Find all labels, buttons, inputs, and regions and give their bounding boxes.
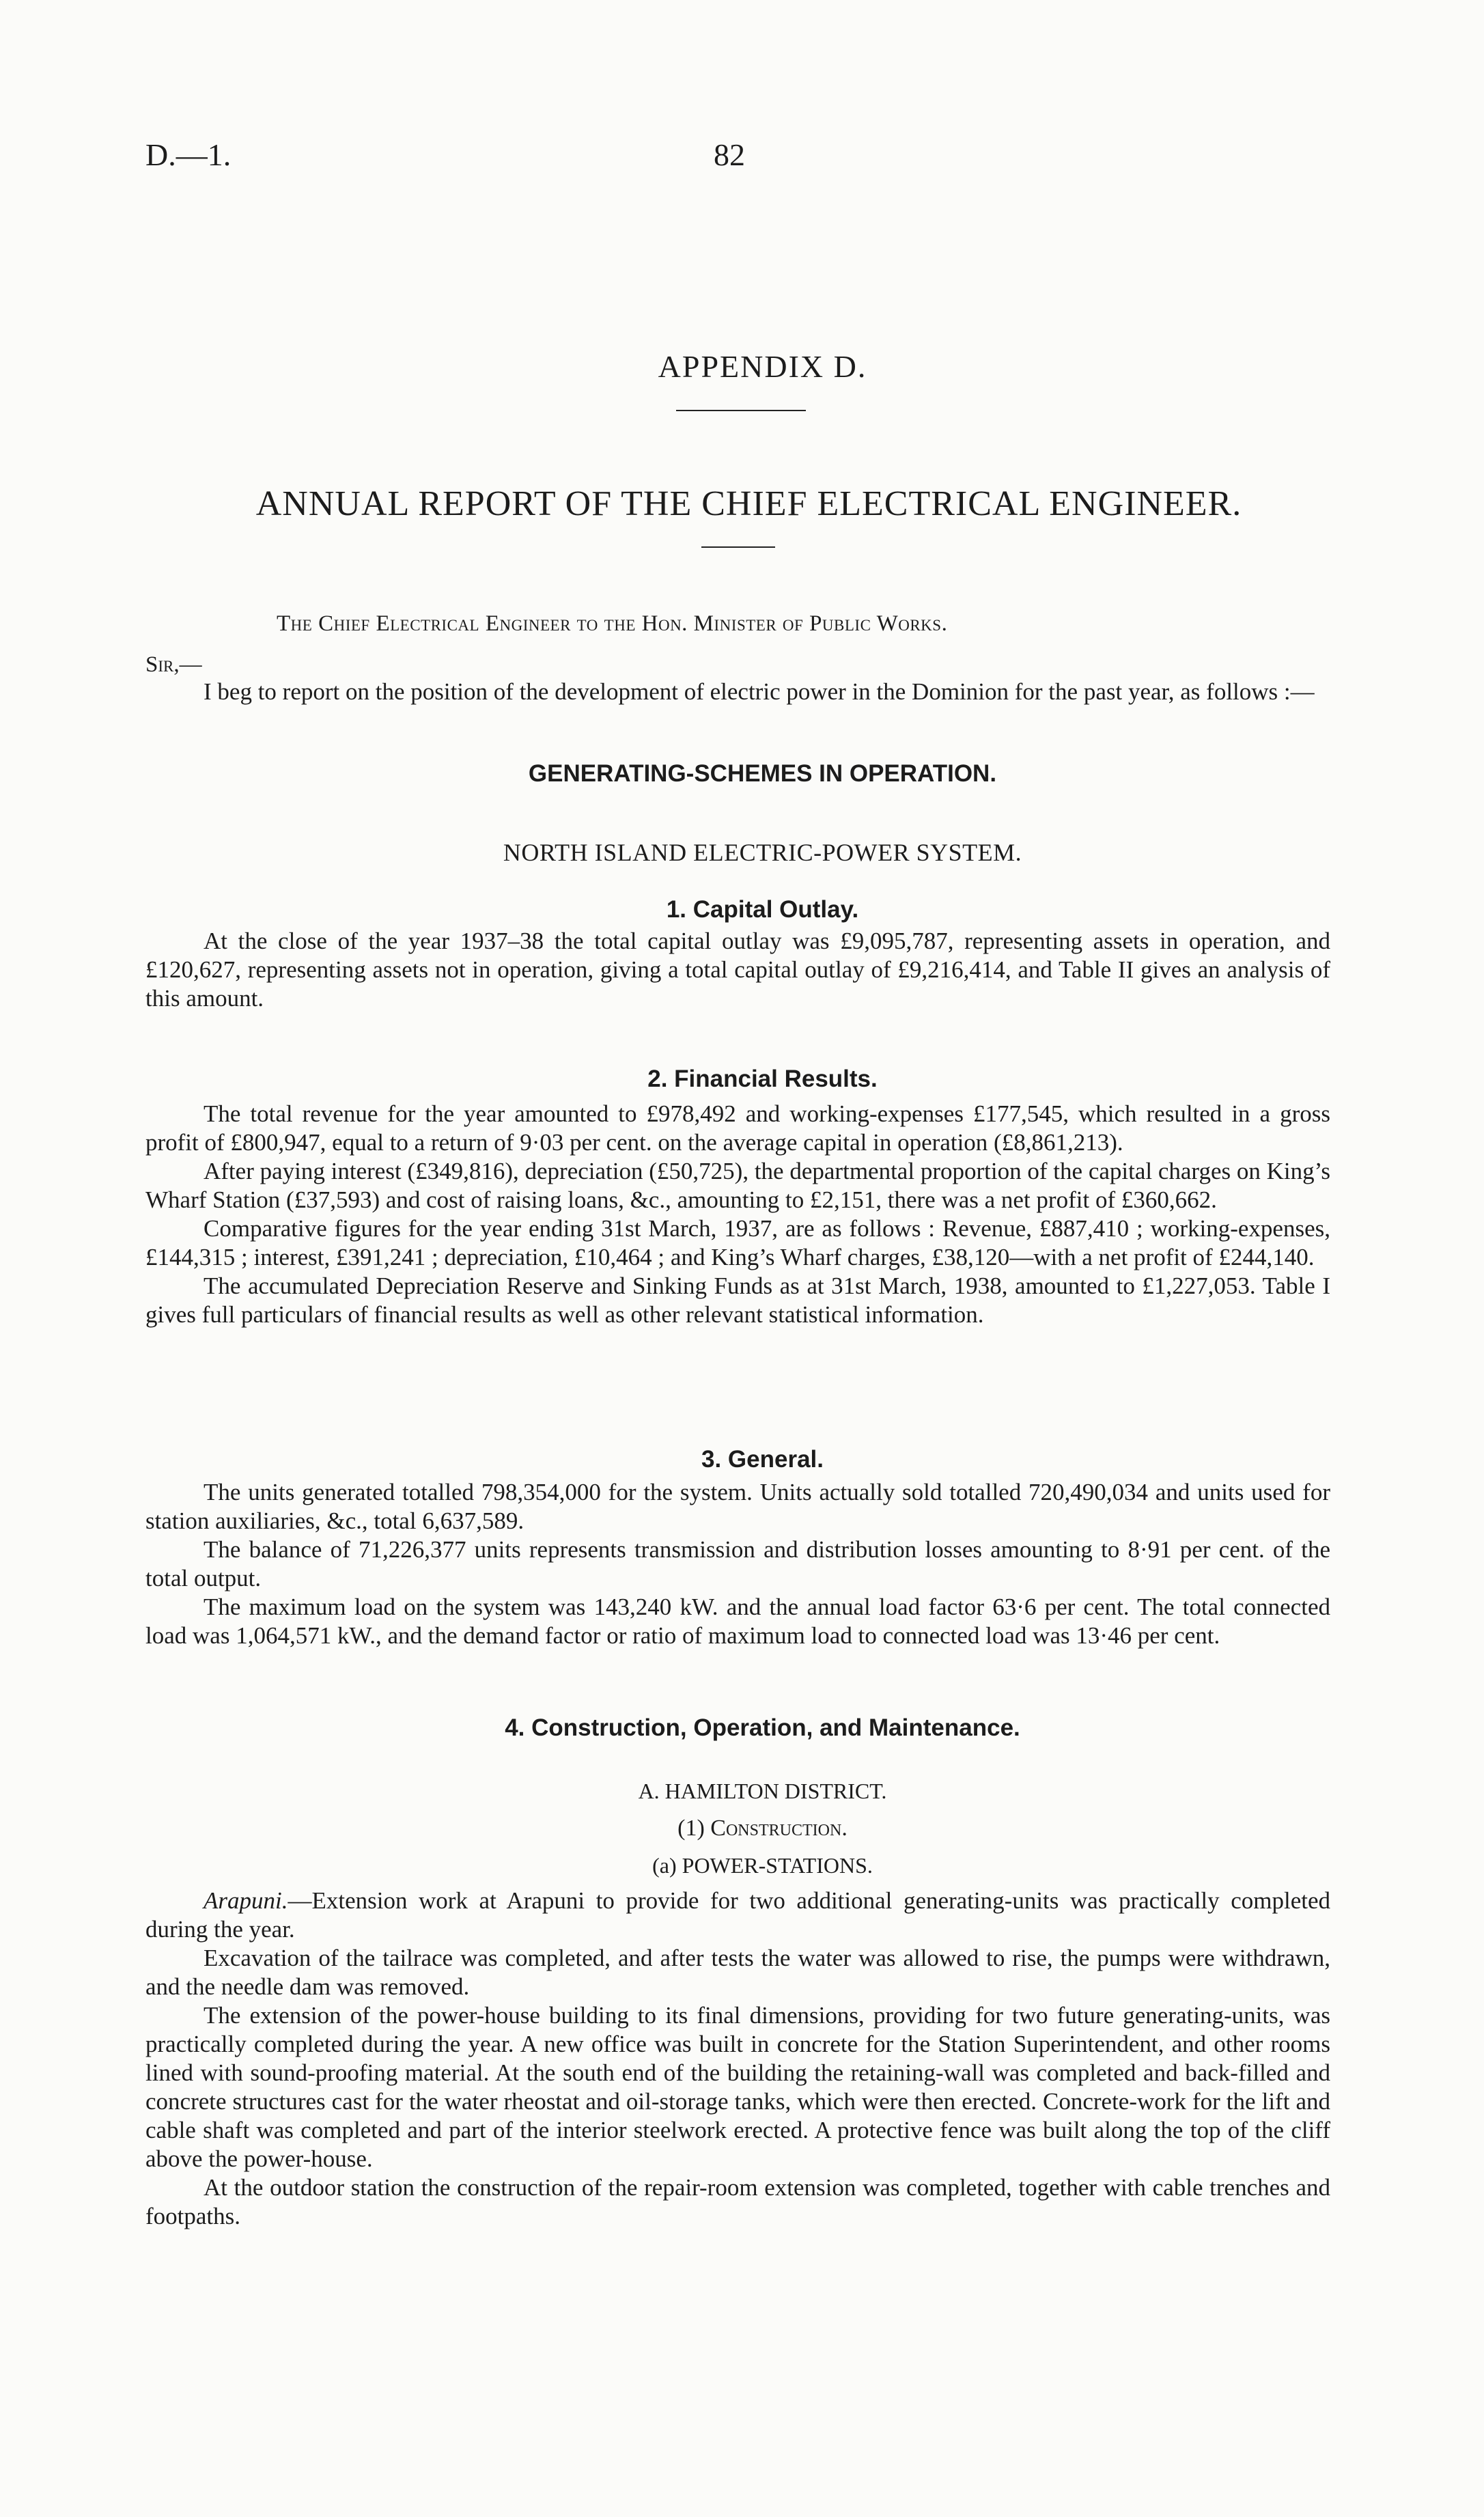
paragraph: The balance of 71,226,377 units represents transmission and distribution losses amounting to 8·91 per cent. of the total output. — [145, 1536, 1330, 1591]
report-title: ANNUAL REPORT OF THE CHIEF ELECTRICAL ENGINEER. — [255, 484, 1242, 523]
construction-subheading: (1) Construction. — [677, 1816, 848, 1841]
page-number: 82 — [714, 137, 745, 172]
paragraph: At the close of the year 1937–38 the total capital outlay was £9,095,787, representing assets in operation, and £120,627, representing assets not in operation, giving a total capital outlay of £9,216,414, and Table II gives an analysis of this amount. — [145, 928, 1330, 1012]
paragraph: The units generated totalled 798,354,000 for the system. Units actually sold totalled 720,490,034 and units used for station auxiliaries, &c., total 6,637,589. — [145, 1479, 1330, 1534]
paragraph: The total revenue for the year amounted to £978,492 and working-expenses £177,545, which resulted in a gross profit of £800,947, equal to a return of 9·03 per cent. on the average capital in operation (£8,861,213). — [145, 1100, 1330, 1156]
paragraph: At the outdoor station the construction of the repair-room extension was completed, together with cable trenches and footpaths. — [145, 2174, 1330, 2229]
report-divider — [701, 546, 775, 548]
paragraph: Excavation of the tailrace was completed, and after tests the water was allowed to rise, the pumps were withdrawn, and the needle dam was removed. — [145, 1945, 1330, 2000]
financial-results-body — [145, 1100, 1330, 1329]
appendix-title: APPENDIX D. — [658, 349, 867, 384]
arapuni-text: —Extension work at Arapuni to provide for two additional generating-units was practically completed during the year. — [145, 1887, 1330, 1943]
address-line: The Chief Electrical Engineer to the Hon. Minister of Public Works. — [277, 611, 948, 636]
paragraph: The maximum load on the system was 143,240 kW. and the annual load factor 63·6 per cent. The total connected load was 1,064,571 kW., and the demand factor or ratio of maximum load to connected load was 13·46 per cent. — [145, 1594, 1330, 1649]
intro-paragraph — [145, 678, 1330, 706]
paragraph — [145, 1887, 1330, 1944]
paragraph: Comparative figures for the year ending 31st March, 1937, are as follows : Revenue, £887,410 ; working-expenses, £144,315 ; interest, £391,241 ; depreciation, £10,464 ; and King’s Wharf charges, £38,120—with a net profit of £244,140. — [145, 1215, 1330, 1270]
general-body — [145, 1478, 1330, 1650]
district-heading: A. HAMILTON DISTRICT. — [638, 1779, 887, 1803]
financial-results-heading: 2. Financial Results. — [647, 1066, 878, 1092]
construction-heading: 4. Construction, Operation, and Maintenance. — [505, 1714, 1020, 1741]
general-heading: 3. General. — [701, 1446, 824, 1473]
capital-outlay-heading: 1. Capital Outlay. — [666, 896, 859, 923]
salutation: Sir,— — [145, 652, 202, 677]
document-reference: D.—1. — [145, 137, 232, 172]
system-heading: NORTH ISLAND ELECTRIC-POWER SYSTEM. — [503, 839, 1022, 866]
construction-body — [145, 1887, 1330, 2231]
power-stations-heading: (a) POWER-STATIONS. — [652, 1853, 873, 1878]
paragraph: The accumulated Depreciation Reserve and Sinking Funds as at 31st March, 1938, amounted to £1,227,053. Table I gives full particulars of financial results as well as other relevant statistical information. — [145, 1273, 1330, 1328]
paragraph: The extension of the power-house building to its final dimensions, providing for two future generating-units, was practically completed during the year. A new office was built in concrete for the Station Superintendent, and other rooms lined with sound-proofing material. At the south end of the building the retaining-wall was completed and back-filled and concrete structures cast for the water rheostat and oil-storage tanks, which were then erected. Concrete-work for the lift and cable shaft was completed and part of the interior steelwork erected. A protective fence was built along the top of the cliff above the power-house. — [145, 2002, 1330, 2172]
section-heading: GENERATING-SCHEMES IN OPERATION. — [528, 760, 997, 787]
paragraph: After paying interest (£349,816), depreciation (£50,725), the departmental proportion of the capital charges on King’s Wharf Station (£37,593) and cost of raising loans, &c., amounting to £2,151, there was a net profit of £360,662. — [145, 1158, 1330, 1213]
intro-text: I beg to report on the position of the development of electric power in the Dominion for the past year, as follows :— — [204, 678, 1315, 705]
arapuni-lead: Arapuni. — [204, 1887, 288, 1914]
title-divider — [676, 410, 806, 411]
capital-outlay-body — [145, 927, 1330, 1013]
